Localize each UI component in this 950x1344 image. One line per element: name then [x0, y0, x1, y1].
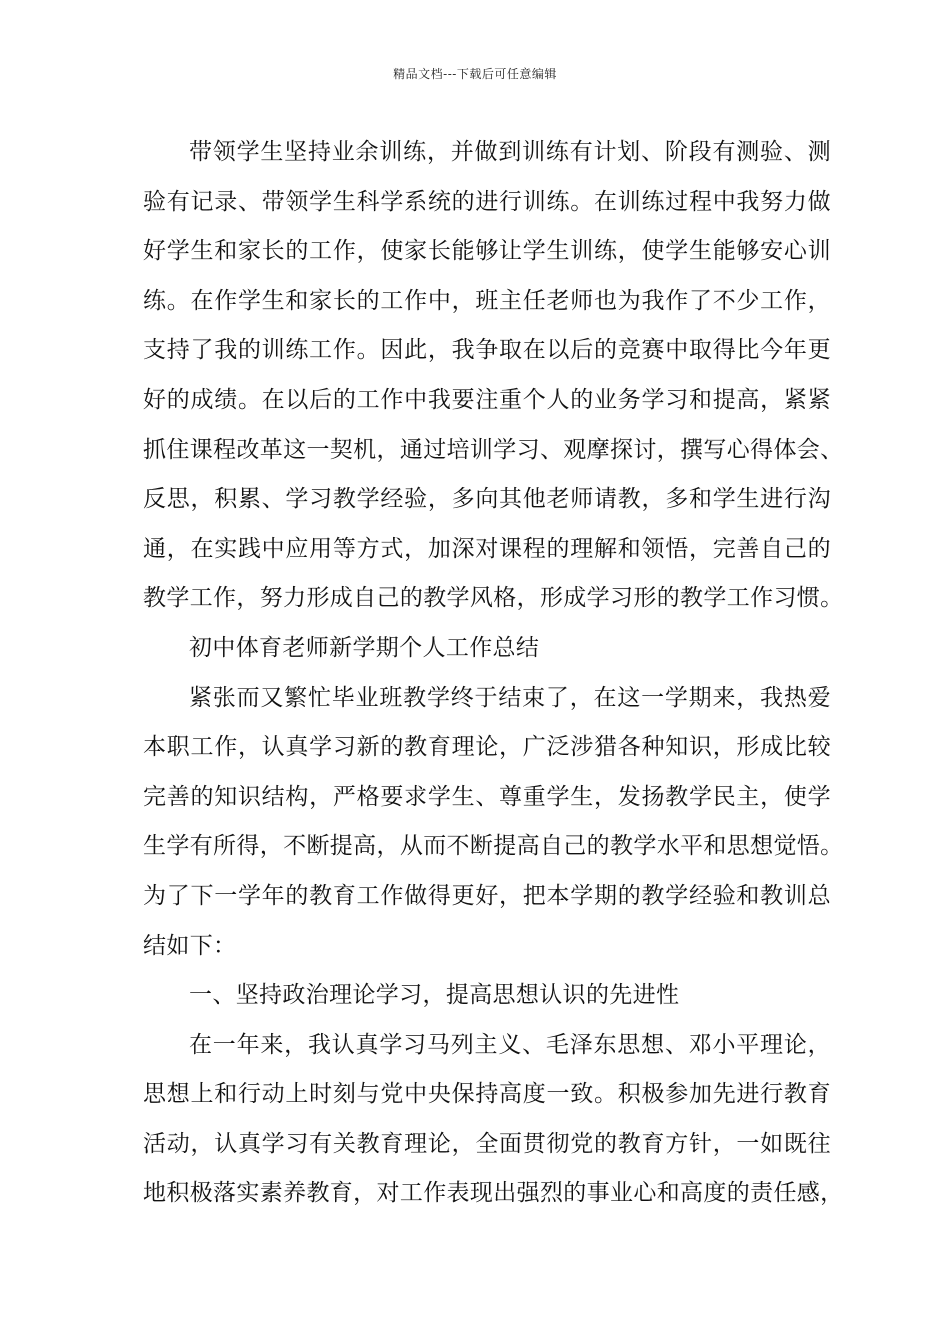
text-line: 带领学生坚持业余训练，并做到训练有计划、阶段有测验、测	[189, 139, 831, 165]
page-header: 精品文档---下载后可任意编辑	[393, 67, 557, 81]
text-line: 教学工作，努力形成自己的教学风格，形成学习形的教学工作习惯。	[143, 585, 844, 612]
text-line: 活动，认真学习有关教育理论，全面贯彻党的教育方针，一如既往	[143, 1130, 831, 1157]
text-line: 为了下一学年的教育工作做得更好，把本学期的教学经验和教训总	[143, 882, 831, 909]
text-line: 完善的知识结构，严格要求学生、尊重学生，发扬教学民主，使学	[143, 783, 831, 810]
text-line: 生学有所得，不断提高，从而不断提高自己的教学水平和思想觉悟。	[143, 833, 844, 860]
text-line: 思想上和行动上时刻与党中央保持高度一致。积极参加先进行教育	[143, 1081, 831, 1108]
text-line: 通，在实践中应用等方式，加深对课程的理解和领悟，完善自己的	[143, 535, 831, 562]
text-line: 在一年来，我认真学习马列主义、毛泽东思想、邓小平理论，	[189, 1031, 831, 1058]
text-line: 紧张而又繁忙毕业班教学终于结束了，在这一学期来，我热爱	[189, 684, 831, 711]
text-line: 抓住课程改革这一契机，通过培训学习、观摩探讨，撰写心得体会、	[143, 436, 844, 463]
text-line: 验有记录、带领学生科学系统的进行训练。在训练过程中我努力做	[143, 188, 831, 215]
text-line: 练。在作学生和家长的工作中，班主任老师也为我作了不少工作，	[143, 287, 831, 314]
document-body	[143, 128, 844, 1219]
text-line: 好学生和家长的工作，使家长能够让学生训练，使学生能够安心训	[143, 238, 831, 265]
text-line: 本职工作，认真学习新的教育理论，广泛涉猎各种知识，形成比较	[143, 734, 831, 761]
text-line: 好的成绩。在以后的工作中我要注重个人的业务学习和提高，紧紧	[143, 386, 831, 413]
text-line: 反思，积累、学习教学经验，多向其他老师请教，多和学生进行沟	[143, 486, 831, 513]
text-line: 结如下：	[143, 932, 237, 959]
text-line: 一、坚持政治理论学习，提高思想认识的先进性	[189, 982, 680, 1009]
text-line: 支持了我的训练工作。因此，我争取在以后的竞赛中取得比今年更	[143, 337, 831, 364]
text-line: 地积极落实素养教育，对工作表现出强烈的事业心和高度的责任感，	[143, 1180, 844, 1207]
text-line: 初中体育老师新学期个人工作总结	[189, 634, 540, 661]
